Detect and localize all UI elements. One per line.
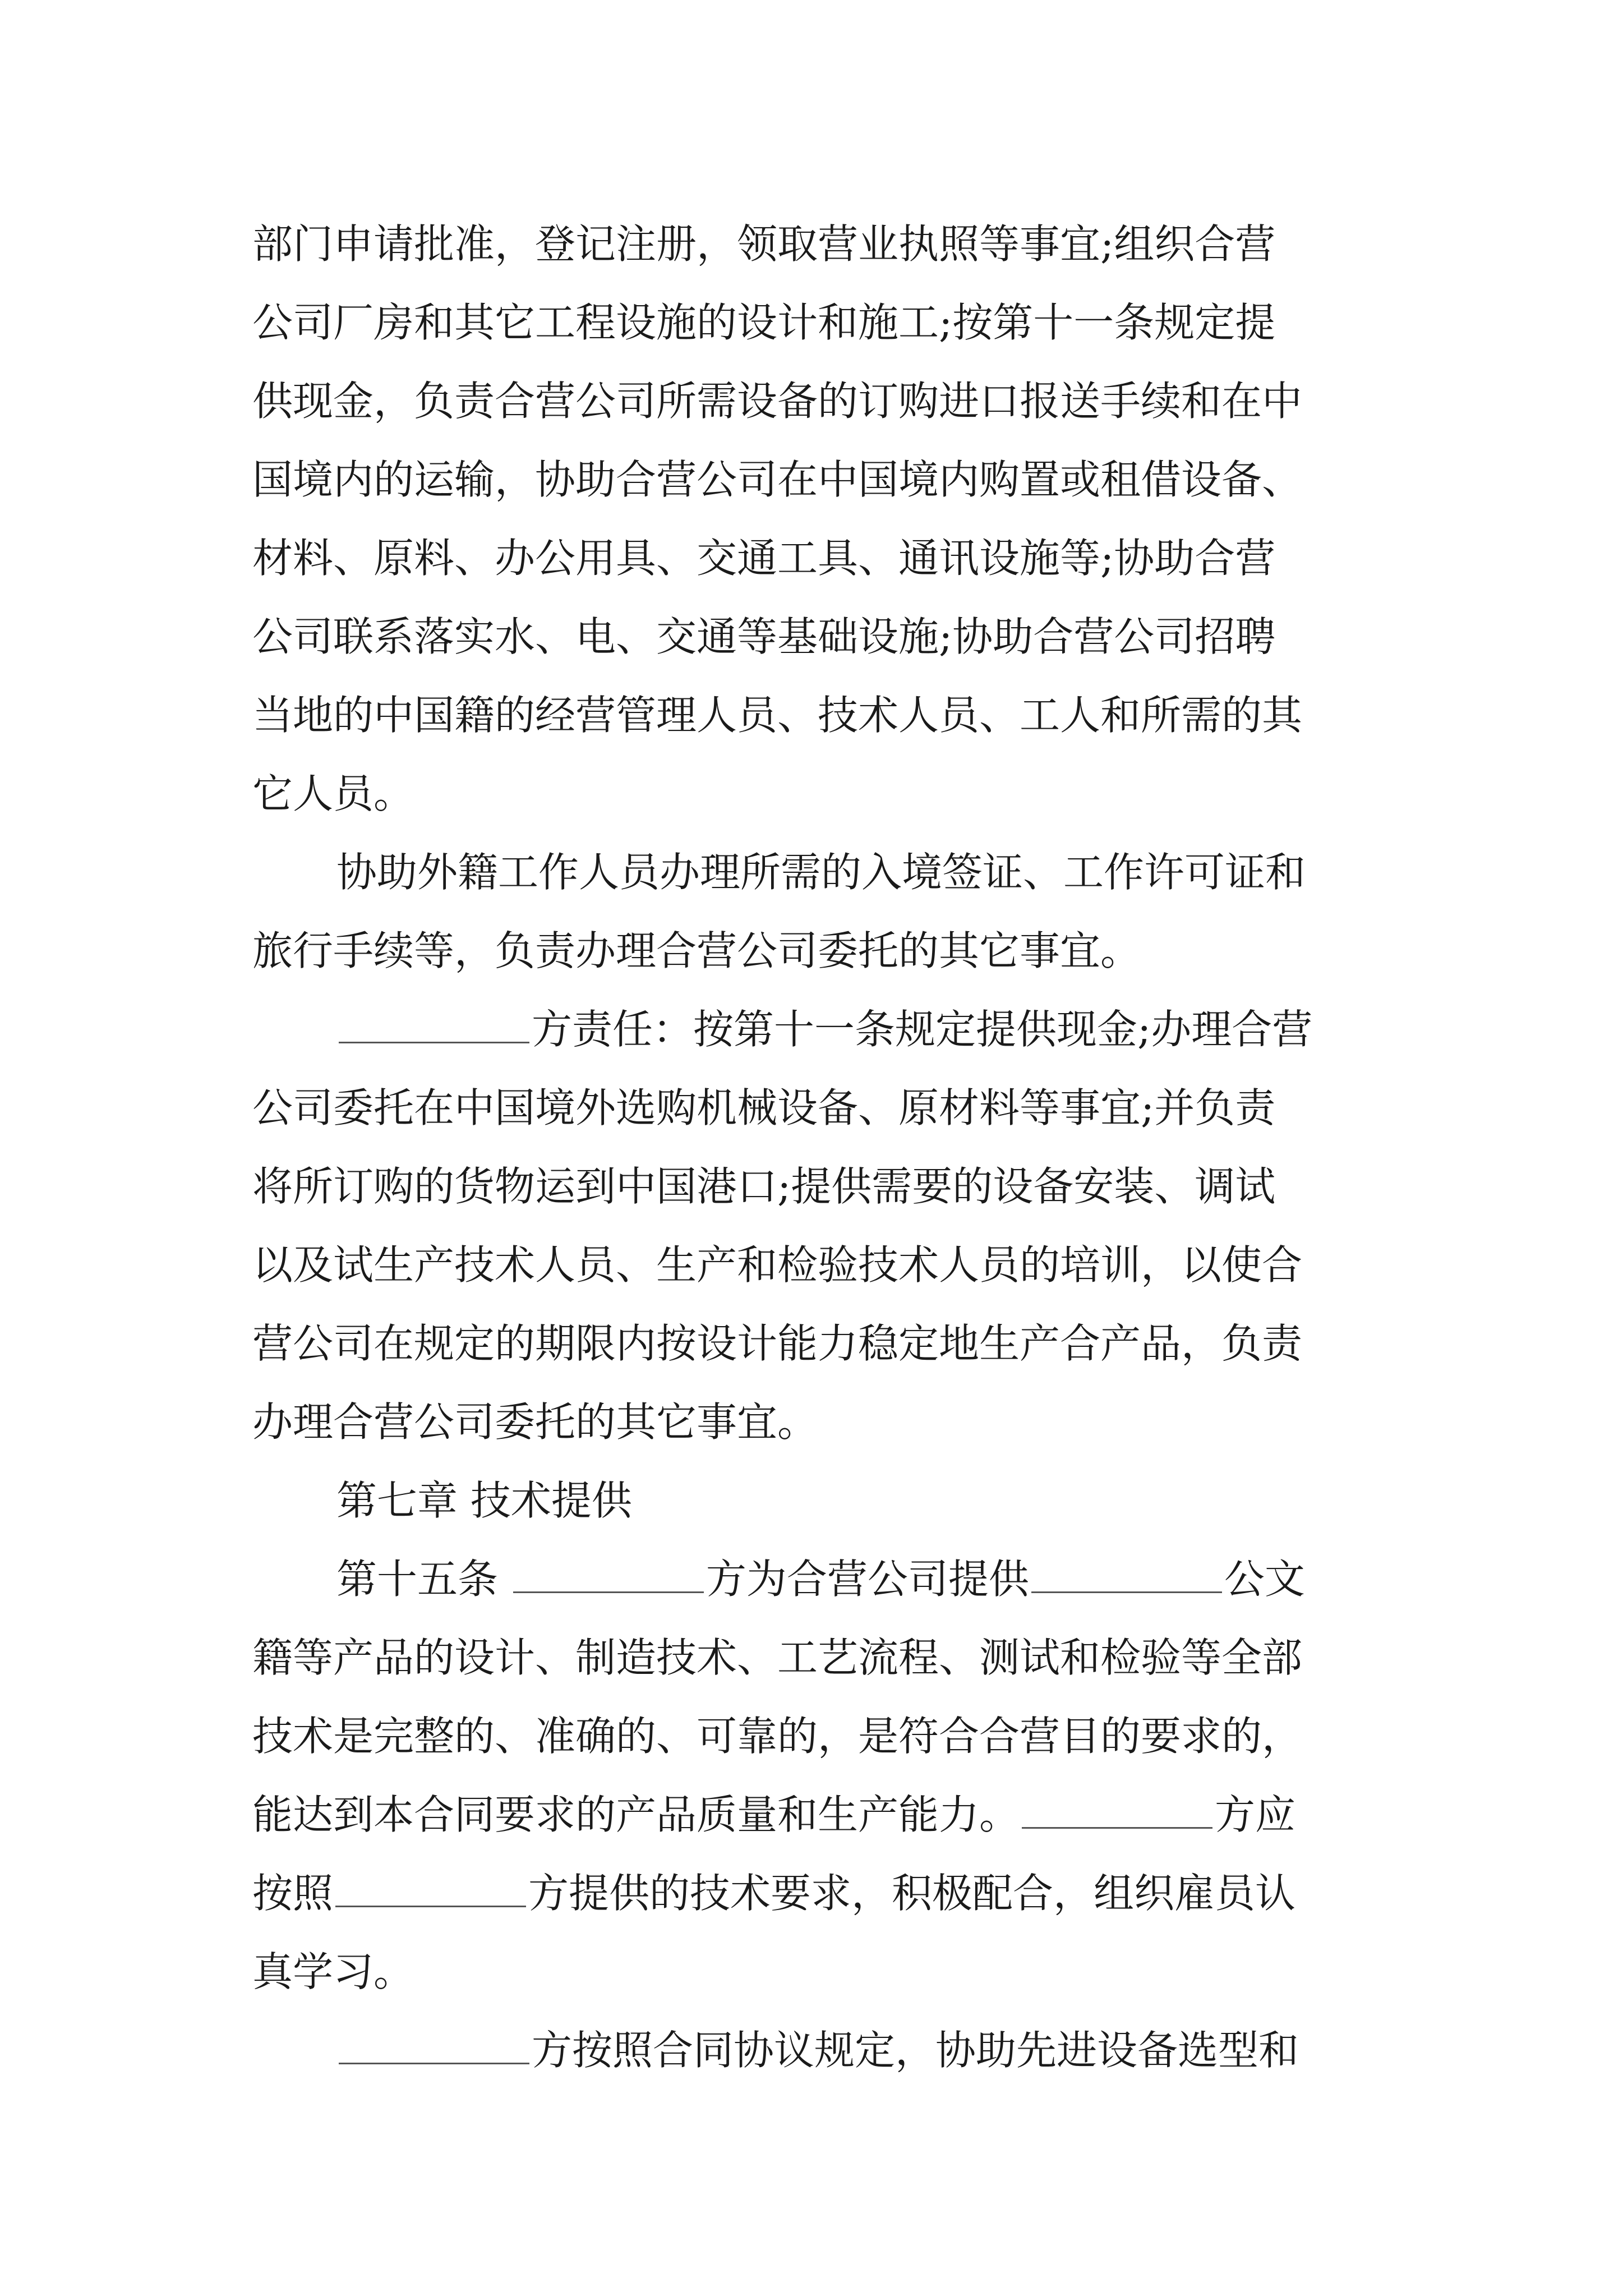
text-line: 公司厂房和其它工程设施的设计和施工;按第十一条规定提 bbox=[252, 299, 1276, 346]
fill-in-blank bbox=[1031, 1552, 1222, 1593]
text-line: 办理合营公司委托的其它事宜。 bbox=[252, 1398, 818, 1446]
text-line: 当地的中国籍的经营管理人员、技术人员、工人和所需的其 bbox=[252, 692, 1303, 739]
line-text: 方按照合同协议规定，协助先进设备选型和 bbox=[532, 2027, 1299, 2074]
text-line bbox=[336, 2011, 1469, 2090]
fill-in-blank bbox=[335, 1866, 526, 1907]
text-line: 营公司在规定的期限内按设计能力稳定地生产合产品，负责 bbox=[252, 1320, 1303, 1367]
text-line bbox=[336, 1540, 1469, 1618]
text-line: 以及试生产技术人员、生产和检验技术人员的培训，以使合 bbox=[252, 1241, 1303, 1289]
text-line bbox=[336, 990, 1469, 1069]
fill-in-blank bbox=[339, 2023, 529, 2064]
text-line: 部门申请批准，登记注册，领取营业执照等事宜;组织合营 bbox=[252, 220, 1276, 268]
article-label: 第十五条 bbox=[336, 1556, 499, 1603]
text-line bbox=[252, 1775, 1385, 1854]
text-line: 国境内的运输，协助合营公司在中国境内购置或租借设备、 bbox=[252, 456, 1303, 503]
text-line: 它人员。 bbox=[252, 770, 414, 817]
text-line: 旅行手续等，负责办理合营公司委托的其它事宜。 bbox=[252, 927, 1141, 974]
chapter-heading: 第七章 技术提供 bbox=[336, 1477, 632, 1524]
line-text: 方为合营公司提供 bbox=[706, 1556, 1029, 1603]
line-text: 方提供的技术要求，积极配合，组织雇员认 bbox=[528, 1870, 1296, 1917]
text-line: 将所订购的货物运到中国港口;提供需要的设备安装、调试 bbox=[252, 1163, 1276, 1210]
text-line: 公司联系落实水、电、交通等基础设施;协助合营公司招聘 bbox=[252, 613, 1276, 660]
line-text: 方应 bbox=[1215, 1791, 1296, 1838]
fill-in-blank bbox=[1022, 1788, 1212, 1829]
fill-in-blank bbox=[339, 1002, 529, 1043]
text-line: 公司委托在中国境外选购机械设备、原材料等事宜;并负责 bbox=[252, 1084, 1276, 1131]
text-line: 供现金，负责合营公司所需设备的订购进口报送手续和在中 bbox=[252, 378, 1303, 425]
line-text: 能达到本合同要求的产品质量和生产能力。 bbox=[252, 1791, 1020, 1838]
line-text: 公文 bbox=[1224, 1556, 1305, 1603]
line-text: 按照 bbox=[252, 1870, 334, 1917]
text-line: 技术是完整的、准确的、可靠的，是符合合营目的要求的， bbox=[252, 1713, 1303, 1760]
text-line: 协助外籍工作人员办理所需的入境签证、工作许可证和 bbox=[336, 849, 1306, 896]
text-line: 真学习。 bbox=[252, 1948, 414, 1995]
fill-in-blank bbox=[513, 1552, 704, 1593]
text-line: 籍等产品的设计、制造技术、工艺流程、测试和检验等全部 bbox=[252, 1634, 1303, 1681]
text-line bbox=[252, 1854, 1385, 1932]
text-line: 材料、原料、办公用具、交通工具、通讯设施等;协助合营 bbox=[252, 535, 1276, 582]
line-text: 方责任：按第十一条规定提供现金;办理合营 bbox=[532, 1006, 1313, 1053]
